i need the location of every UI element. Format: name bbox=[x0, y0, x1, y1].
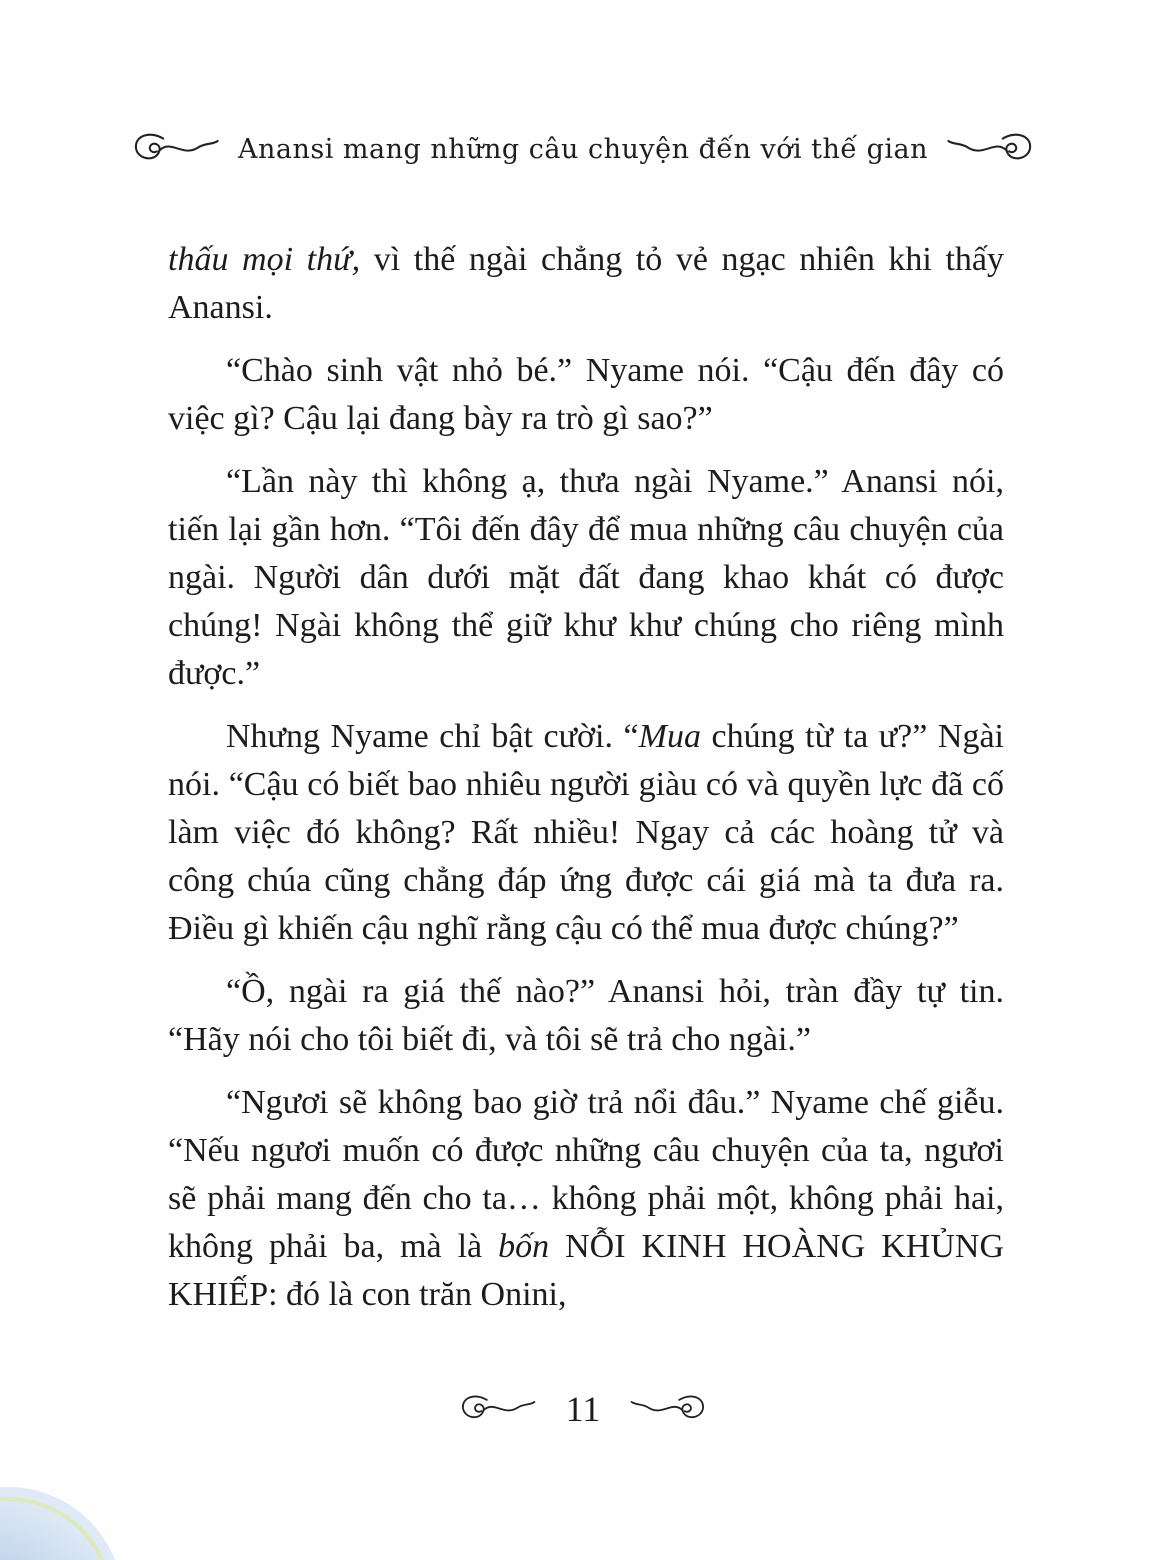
footer-flourish-left-icon bbox=[456, 1390, 540, 1428]
paragraph: “Ồ, ngài ra giá thế nào?” Anansi hỏi, tràn đầy tự tin. “Hãy nói cho tôi biết đi, và tôi sẽ trả cho ngài.” bbox=[168, 973, 1004, 1058]
page-number: 11 bbox=[565, 1389, 601, 1429]
paragraph: “Lần này thì không ạ, thưa ngài Nyame.” Anansi nói, tiến lại gần hơn. “Tôi đến đây để mua những câu chuyện của ngài. Người dân dưới mặt đất đang khao khát có được chúng! Ngài không thể giữ khư khư chúng cho riêng mình được.” bbox=[168, 463, 1004, 692]
paragraph: “Chào sinh vật nhỏ bé.” Nyame nói. “Cậu đến đây có việc gì? Cậu lại đang bày ra trò gì sao?” bbox=[168, 352, 1004, 437]
running-header bbox=[0, 128, 1166, 170]
paragraph: Nhưng Nyame chỉ bật cười. “Mua chúng từ ta ư?” Ngài nói. “Cậu có biết bao nhiêu người giàu có và quyền lực đã cố làm việc đó không? Rất nhiều! Ngay cả các hoàng tử và công chúa cũng chẳng đáp ứng được cái giá mà ta đưa ra. Điều gì khiến cậu nghĩ rằng cậu có thể mua được chúng?” bbox=[168, 718, 1004, 947]
header-flourish-left-icon bbox=[128, 128, 224, 170]
page-footer bbox=[0, 1388, 1166, 1430]
chapter-title: Anansi mang những câu chuyện đến với thế gian bbox=[237, 133, 929, 165]
body-text bbox=[168, 236, 1004, 1319]
footer-flourish-right-icon bbox=[626, 1390, 710, 1428]
header-flourish-right-icon bbox=[942, 128, 1038, 170]
corner-illustration bbox=[0, 1430, 230, 1560]
paragraph: thấu mọi thứ, vì thế ngài chẳng tỏ vẻ ngạc nhiên khi thấy Anansi. bbox=[168, 241, 1004, 326]
paragraph: “Ngươi sẽ không bao giờ trả nổi đâu.” Nyame chế giễu. “Nếu ngươi muốn có được những câu chuyện của ta, ngươi sẽ phải mang đến cho ta… không phải một, không phải hai, không phải ba, mà là bốn NỖI KINH HOÀNG KHỦNG KHIẾP: đó là con trăn Onini, bbox=[168, 1084, 1005, 1313]
